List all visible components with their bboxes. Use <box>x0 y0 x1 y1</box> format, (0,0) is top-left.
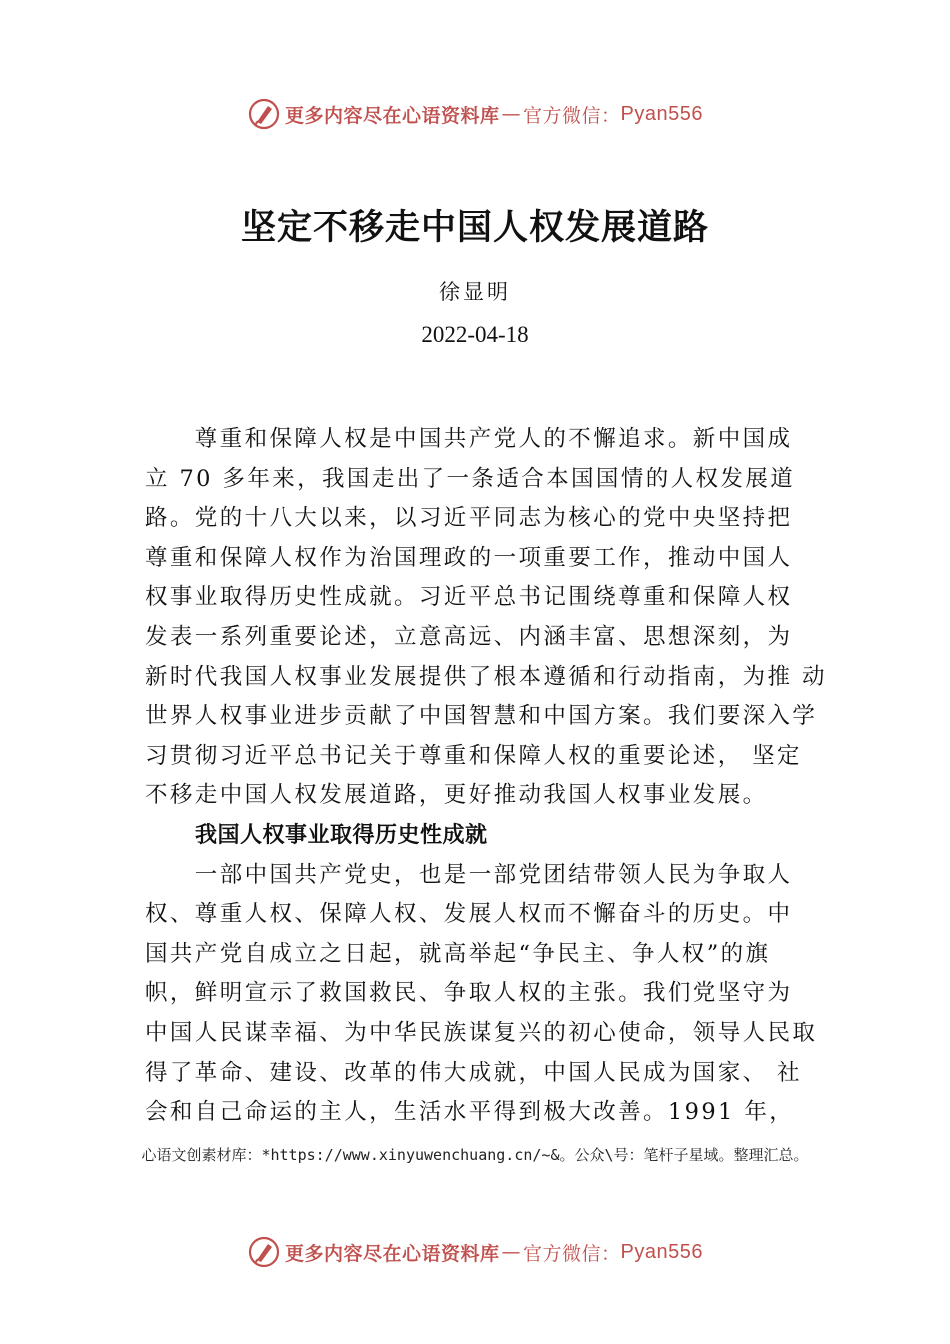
body-line: 帜，鲜明宣示了救国救民、争取人权的主张。我们党坚守为 <box>145 980 793 1007</box>
article-title: 坚定不移走中国人权发展道路 <box>240 207 709 248</box>
body-line: 尊重和保障人权是中国共产党人的不懈追求。新中国成 <box>145 426 793 452</box>
pen-nib-logo-icon <box>247 97 281 131</box>
bottom-banner <box>0 1232 950 1272</box>
banner-wechat-id: Pyan556 <box>620 102 703 125</box>
body-line: 尊重和保障人权作为治国理政的一项重要工作，推动中国人 <box>145 544 793 571</box>
banner-separator: — <box>501 1241 522 1263</box>
body-line: 权事业取得历史性成就。习近平总书记围绕尊重和保障人权 <box>145 584 793 611</box>
body-line: 立 70 多年来，我国走出了一条适合本国国情的人权发展道 <box>145 465 796 492</box>
article-date: 2022-04-18 <box>421 322 529 347</box>
source-note: 心语文创素材库：*https://www.xinyuwenchuang.cn/~&。公众\号：笔杆子星域。整理汇总。 <box>141 1146 809 1164</box>
section-heading: 我国人权事业取得历史性成就 <box>195 822 488 848</box>
body-line: 发表一系列重要论述，立意高远、内涵丰富、思想深刻，为 <box>145 623 793 650</box>
body-line: 一部中国共产党史，也是一部党团结带领人民为争取人 <box>145 861 793 888</box>
pen-nib-logo-icon <box>247 1235 281 1269</box>
body-line: 国共产党自成立之日起，就高举起“争民主、争人权”的旗 <box>145 940 771 967</box>
banner-separator: — <box>501 103 522 125</box>
banner-wechat-label: 官方微信： <box>523 1242 621 1265</box>
body-line: 得了革命、建设、改革的伟大成就，中国人民成为国家、 社 <box>145 1059 802 1086</box>
body-line: 新时代我国人权事业发展提供了根本遵循和行动指南，为推 动 <box>145 663 827 690</box>
article-author: 徐显明 <box>439 280 511 304</box>
article-body <box>145 420 835 1133</box>
banner-wechat-label: 官方微信： <box>523 104 621 127</box>
body-line: 世界人权事业进步贡献了中国智慧和中国方案。我们要深入学 <box>145 703 818 730</box>
body-line: 不移走中国人权发展道路，更好推动我国人权事业发展。 <box>145 782 768 809</box>
body-line: 习贯彻习近平总书记关于尊重和保障人权的重要论述， 坚定 <box>145 742 802 769</box>
top-banner <box>0 94 950 134</box>
banner-brand: 更多内容尽在心语资料库 <box>285 104 500 127</box>
body-line: 路。党的十八大以来，以习近平同志为核心的党中央坚持把 <box>145 505 793 532</box>
body-line: 会和自己命运的主人，生活水平得到极大改善。1991 年， <box>145 1099 795 1126</box>
banner-wechat-id: Pyan556 <box>620 1240 703 1263</box>
body-line: 中国人民谋幸福、为中华民族谋复兴的初心使命，领导人民取 <box>145 1019 818 1046</box>
body-line: 权、尊重人权、保障人权、发展人权而不懈奋斗的历史。中 <box>145 901 793 928</box>
banner-brand: 更多内容尽在心语资料库 <box>285 1242 500 1265</box>
